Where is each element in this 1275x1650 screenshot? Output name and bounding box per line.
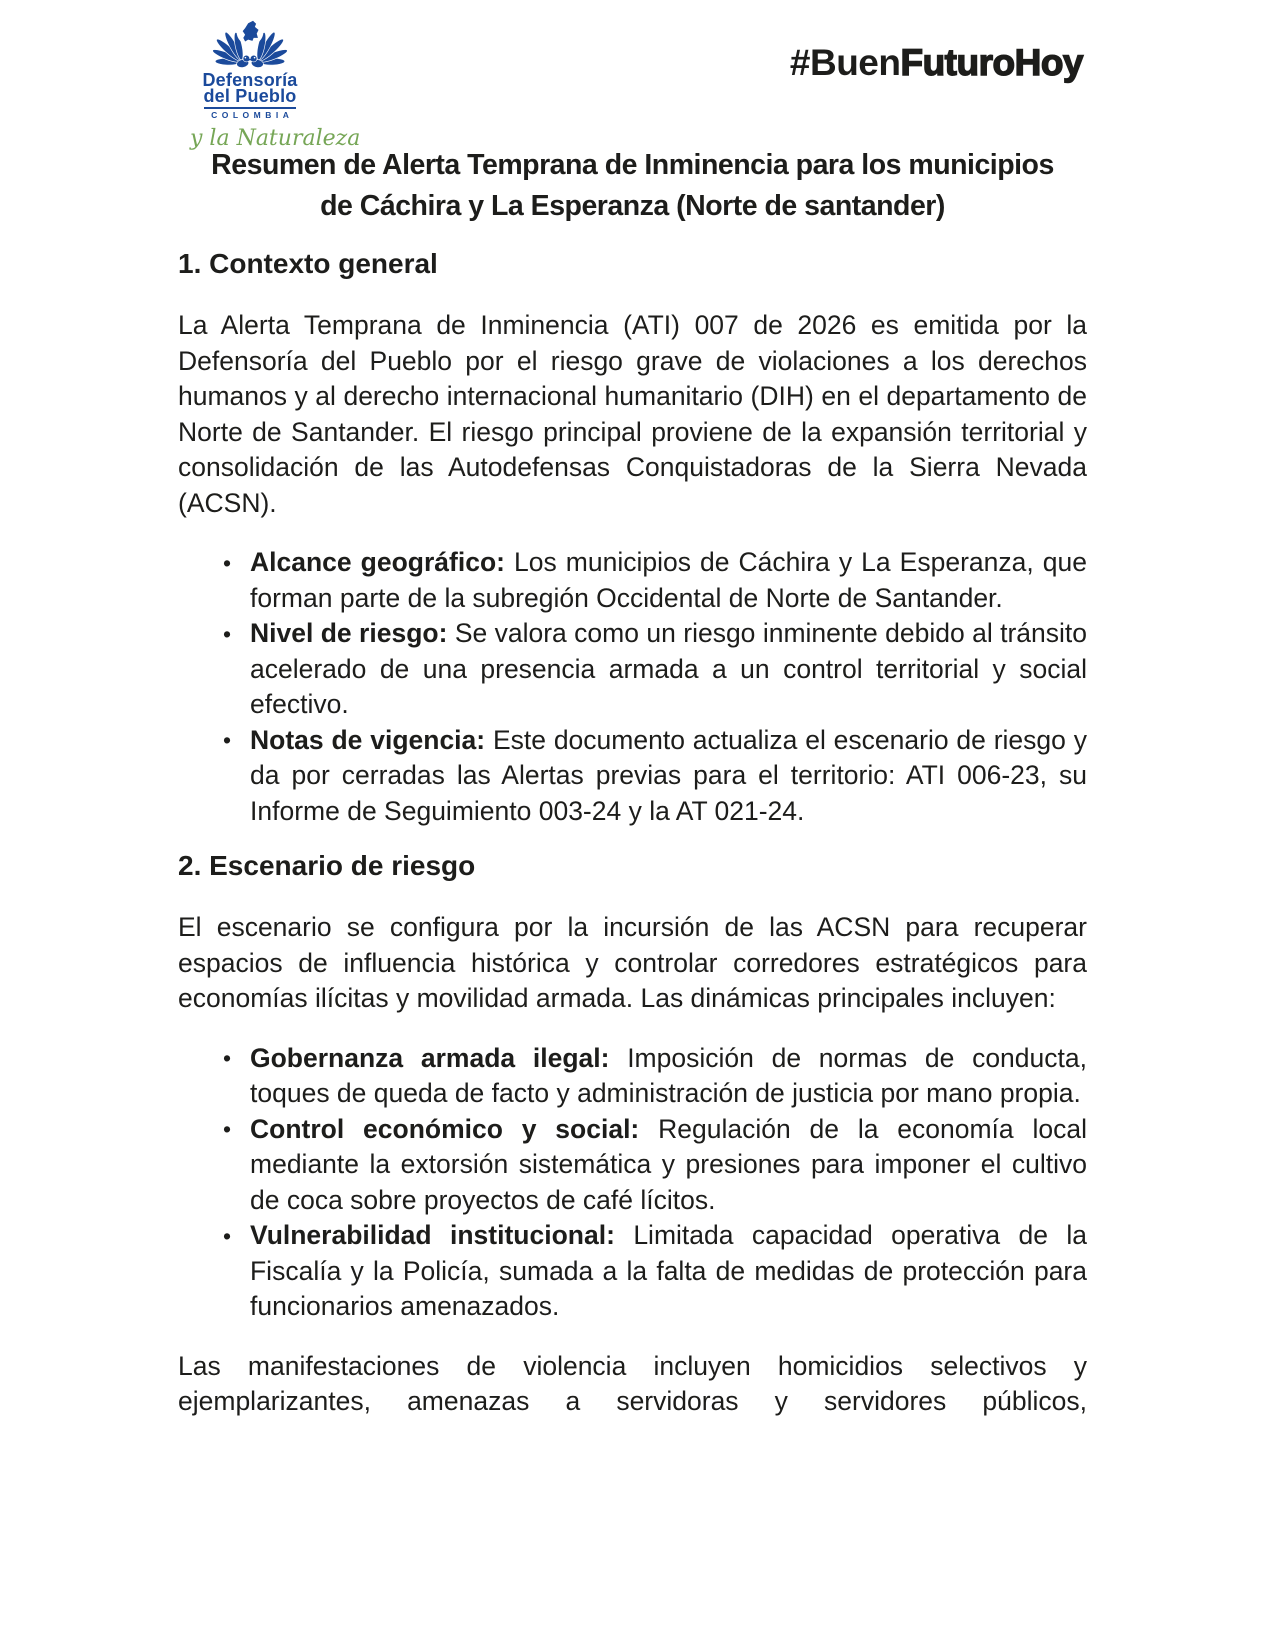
section-heading-2: 2. Escenario de riesgo [178, 850, 476, 881]
logo-divider [204, 107, 296, 109]
title-line-2: de Cáchira y La Esperanza (Norte de santander) [320, 190, 945, 222]
list-item [222, 723, 1087, 830]
hashtag-light-part: #Buen [789, 42, 901, 83]
document-title [178, 145, 1087, 227]
bullet-text: Regulación de la economía local mediante la extorsión sistemática y presiones para imponer el cultivo de coca sobre proyectos de café lícitos. [250, 1113, 1087, 1215]
campaign-hashtag [790, 42, 1083, 84]
logo-name-line2: del Pueblo [203, 85, 297, 106]
logo-tagline: y la Naturaleza [190, 126, 361, 151]
list-item [222, 1218, 1087, 1325]
section-heading-1: 1. Contexto general [178, 248, 438, 279]
section-1-paragraph: La Alerta Temprana de Inminencia (ATI) 007 de 2026 es emitida por la Defensoría del Pueblo por el riesgo grave de violaciones a los derechos humanos y al derecho internacional humanitario (DIH) en el departamento de Norte de Santander. El riesgo principal proviene de la expansión territorial y consolidación de las Autodefensas Conquistadoras de la Sierra Nevada (ACSN). [178, 310, 1087, 518]
section-2-closing-paragraph: Las manifestaciones de violencia incluyen homicidios selectivos y ejemplarizantes, amenazas a servidoras y servidores públicos, [178, 1350, 1087, 1416]
section-2-paragraph: El escenario se configura por la incursión de las ACSN para recuperar espacios de influencia histórica y controlar corredores estratégicos para economías ilícitas y movilidad armada. Las dinámicas principales incluyen: [178, 912, 1087, 1013]
list-item [222, 545, 1087, 616]
title-line-1: Resumen de Alerta Temprana de Inminencia para los municipios [211, 149, 1054, 181]
bullet-label: Control económico y social: [250, 1113, 640, 1144]
bullet-text: Este documento actualiza el escenario de riesgo y da por cerradas las Alertas previas para el territorio: ATI 006-23, su Informe de Seguimiento 003-24 y la AT 021-24. [250, 724, 1087, 826]
document-content [178, 0, 1087, 1420]
bullet-label: Gobernanza armada ilegal: [250, 1042, 610, 1073]
list-item [222, 1112, 1087, 1219]
logo-name-line1: Defensoría [202, 70, 298, 90]
bullet-text: Imposición de normas de conducta, toques de queda de facto y administración de justicia por mano propia. [250, 1042, 1087, 1108]
section-2-bullet-list [178, 1041, 1087, 1325]
bullet-text: Los municipios de Cáchira y La Esperanza, que forman parte de la subregión Occidental de Norte de Santander. [250, 547, 1087, 613]
logo-country-label: COLOMBIA [211, 110, 294, 120]
document-header [178, 0, 1087, 151]
defensoria-logo [190, 11, 361, 151]
bullet-text: Limitada capacidad operativa de la Fiscalía y la Policía, sumada a la falta de medidas de protección para funcionarios amenazados. [250, 1220, 1088, 1321]
hashtag-bold-part: FuturoHoy [900, 42, 1083, 83]
section-1-bullet-list [178, 545, 1087, 829]
bullet-label: Alcance geográfico: [250, 547, 505, 577]
list-item [222, 1041, 1087, 1112]
bullet-text: Se valora como un riesgo inminente debido al tránsito acelerado de una presencia armada a un control territorial y social efectivo. [250, 618, 1088, 719]
doves-emblem-icon [210, 11, 290, 72]
list-item [222, 616, 1087, 723]
bullet-label: Notas de vigencia: [250, 724, 486, 755]
bullet-label: Vulnerabilidad institucional: [250, 1220, 615, 1250]
bullet-label: Nivel de riesgo: [250, 618, 448, 648]
